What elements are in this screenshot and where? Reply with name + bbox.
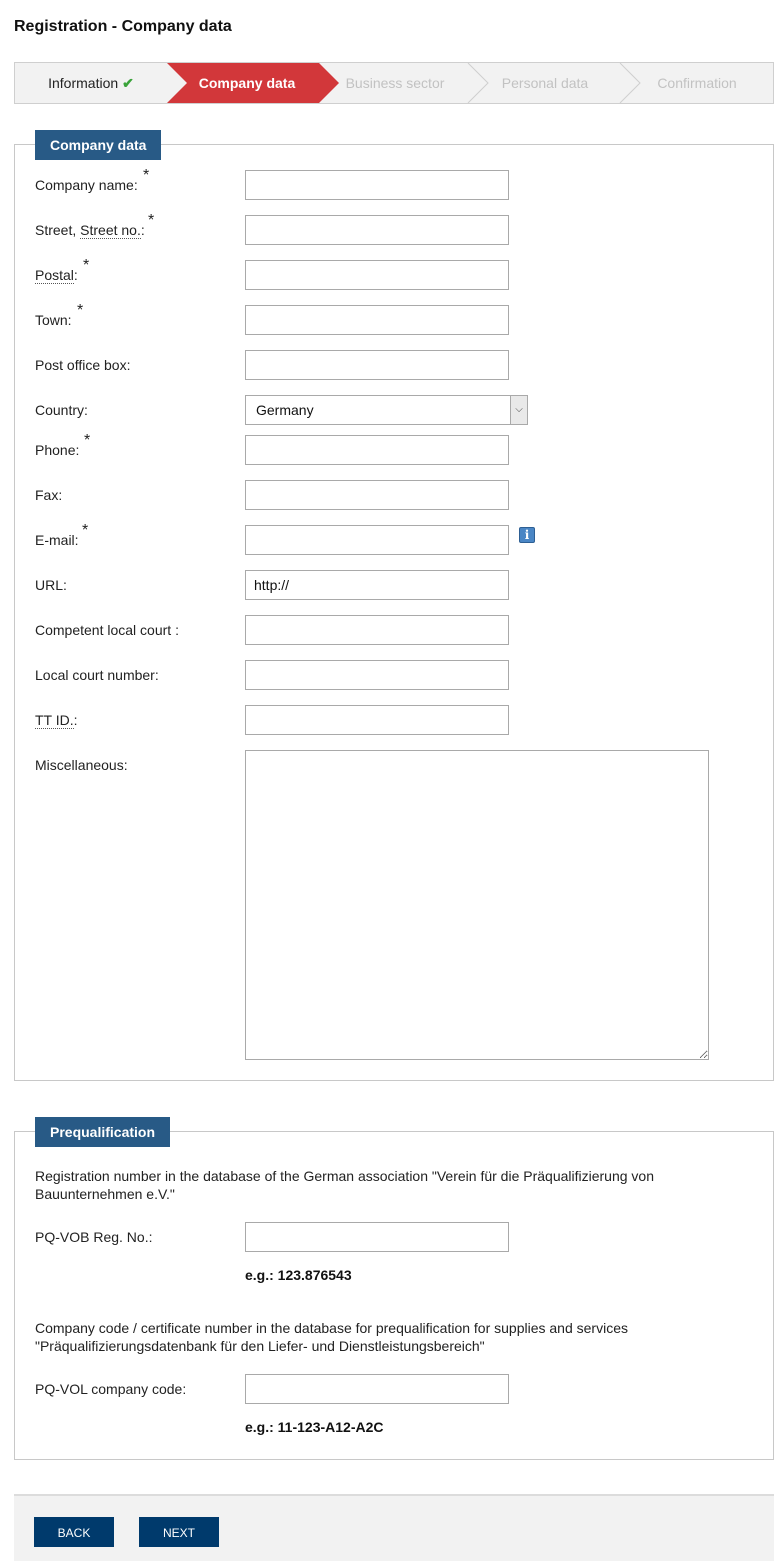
row-court — [35, 615, 735, 645]
company-data-section — [14, 137, 774, 1081]
pq-vol-input[interactable] — [245, 1374, 509, 1404]
postal-label-suffix: : — [73, 267, 78, 283]
country-label: Country: — [35, 402, 88, 418]
row-fax — [35, 480, 735, 510]
row-court-number — [35, 660, 735, 690]
court-label: Competent local court : — [35, 622, 179, 638]
checkmark-icon: ✔ — [122, 75, 134, 91]
row-pq-vob — [35, 1222, 735, 1252]
po-box-label: Post office box: — [35, 357, 131, 373]
row-town — [35, 302, 735, 335]
required-marker: * — [143, 167, 150, 184]
street-label-suffix: : — [140, 222, 145, 238]
step-information-label: Information — [48, 75, 119, 91]
misc-label: Miscellaneous: — [35, 757, 128, 773]
ttid-abbr: TT ID. — [35, 712, 74, 728]
misc-textarea[interactable] — [245, 750, 709, 1060]
town-label: Town: — [35, 312, 72, 328]
url-input[interactable] — [245, 570, 509, 600]
form-footer — [14, 1494, 774, 1561]
postal-input[interactable] — [245, 260, 509, 290]
row-street — [35, 212, 735, 245]
fax-input[interactable] — [245, 480, 509, 510]
ttid-label-suffix: : — [73, 712, 78, 728]
url-label: URL: — [35, 577, 67, 593]
row-postal — [35, 257, 735, 290]
prequalification-section — [14, 1124, 774, 1460]
row-company-name — [35, 167, 735, 200]
required-marker: * — [82, 522, 89, 539]
street-no-abbr: Street no. — [80, 222, 141, 238]
po-box-input[interactable] — [245, 350, 509, 380]
row-pq-vol — [35, 1374, 735, 1404]
step-confirmation: Confirmation — [657, 75, 737, 91]
company-name-label: Company name: — [35, 177, 138, 193]
court-number-input[interactable] — [245, 660, 509, 690]
company-data-legend: Company data — [35, 130, 161, 160]
row-email — [35, 522, 735, 555]
postal-abbr: Postal — [35, 267, 74, 283]
street-label-prefix: Street, — [35, 222, 81, 238]
chevron-down-icon[interactable]: ⌵ — [510, 396, 527, 424]
country-selected-value: Germany — [256, 402, 314, 418]
company-name-input[interactable] — [245, 170, 509, 200]
pq-vob-example: e.g.: 123.876543 — [245, 1267, 352, 1283]
next-button[interactable]: NEXT — [139, 1517, 219, 1547]
ttid-label — [35, 705, 78, 735]
row-country — [35, 395, 735, 425]
required-marker: * — [83, 257, 90, 274]
postal-label — [35, 260, 78, 290]
court-number-label: Local court number: — [35, 667, 159, 683]
required-marker: * — [77, 302, 84, 319]
email-label: E-mail: — [35, 532, 79, 548]
step-company-data: Company data — [198, 75, 296, 91]
court-input[interactable] — [245, 615, 509, 645]
step-business-sector: Business sector — [345, 75, 445, 91]
town-input[interactable] — [245, 305, 509, 335]
page-title: Registration - Company data — [14, 18, 232, 35]
wizard-steps — [14, 62, 774, 104]
step-personal-data: Personal data — [501, 75, 589, 91]
step-divider-icon — [619, 63, 641, 103]
ttid-input[interactable] — [245, 705, 509, 735]
required-marker: * — [148, 212, 155, 229]
fax-label: Fax: — [35, 487, 63, 503]
pq-vol-example: e.g.: 11-123-A12-A2C — [245, 1419, 384, 1435]
info-icon[interactable]: i — [519, 527, 535, 543]
phone-label: Phone: — [35, 442, 80, 458]
pq-vol-description: Company code / certificate number in the database for prequalification for supplies and services "Präqualifizierungsdatenbank für den Liefer- und Dienstleistungsbereich" — [35, 1320, 628, 1354]
row-phone — [35, 432, 735, 465]
row-url — [35, 570, 735, 600]
pq-vob-input[interactable] — [245, 1222, 509, 1252]
required-marker: * — [84, 432, 91, 449]
street-input[interactable] — [245, 215, 509, 245]
back-button[interactable]: BACK — [34, 1517, 114, 1547]
pq-vob-label: PQ-VOB Reg. No.: — [35, 1229, 153, 1245]
prequalification-legend: Prequalification — [35, 1117, 170, 1147]
phone-input[interactable] — [245, 435, 509, 465]
pq-vob-description: Registration number in the database of the German association "Verein für die Präqualifizierung von Bauunternehmen e.V." — [35, 1168, 654, 1202]
step-information — [15, 63, 167, 103]
street-label — [35, 215, 145, 245]
row-po-box — [35, 350, 735, 380]
email-input[interactable] — [245, 525, 509, 555]
pq-vol-label: PQ-VOL company code: — [35, 1381, 187, 1397]
row-ttid — [35, 705, 735, 735]
country-select[interactable] — [245, 395, 528, 425]
